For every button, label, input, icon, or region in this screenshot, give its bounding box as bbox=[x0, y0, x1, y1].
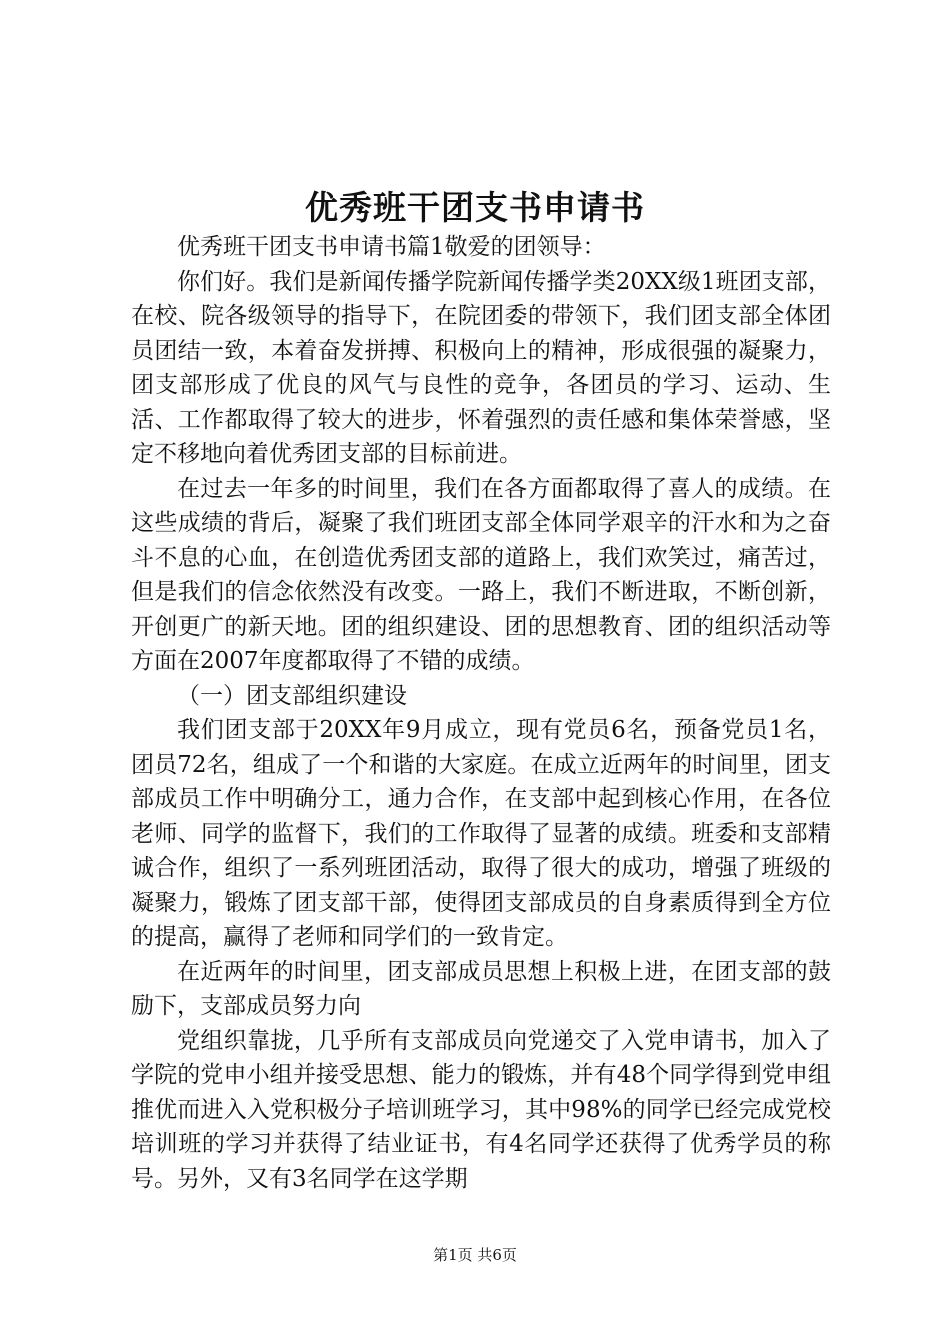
paragraph-achievements: 在过去一年多的时间里，我们在各方面都取得了喜人的成绩。在这些成绩的背后，凝聚了我们班团支部全体同学艰辛的汗水和为之奋斗不息的心血，在创造优秀团支部的道路上，我们欢笑过，痛苦过，但是我们的信念依然没有改变。一路上，我们不断进取，不断创新，开创更广的新天地。团的组织建设、团的思想教育、团的组织活动等方面在2007年度都取得了不错的成绩。 bbox=[131, 475, 831, 674]
paragraph-greeting: 优秀班干团支书申请书篇1敬爱的团领导： bbox=[177, 234, 606, 260]
document-title: 优秀班干团支书申请书 bbox=[305, 188, 645, 227]
document-body bbox=[131, 230, 831, 1196]
paragraph-introduction: 你们好。我们是新闻传播学院新闻传播学类20XX级1班团支部，在校、院各级领导的指导下，在院团委的带领下，我们团支部全体团员团结一致，本着奋发拼搏、积极向上的精神，形成很强的凝聚力，团支部形成了优良的风气与良性的竞争，各团员的学习、运动、生活、工作都取得了较大的进步，怀着强烈的责任感和集体荣誉感，坚定不移地向着优秀团支部的目标前进。 bbox=[131, 268, 831, 467]
section-heading-organization: （一）团支部组织建设 bbox=[177, 682, 407, 709]
paragraph-party-application: 党组织靠拢，几乎所有支部成员向党递交了入党申请书，加入了学院的党申小组并接受思想、能力的锻炼，并有48个同学得到党申组推优而进入入党积极分子培训班学习，其中98%的同学已经完成党校培训班的学习并获得了结业证书，有4名同学还获得了优秀学员的称号。另外，又有3名同学在这学期 bbox=[131, 1027, 831, 1192]
paragraph-ideology: 在近两年的时间里，团支部成员思想上积极上进，在团支部的鼓励下，支部成员努力向 bbox=[131, 958, 831, 1019]
paragraph-organization: 我们团支部于20XX年9月成立，现有党员6名，预备党员1名，团员72名，组成了一个和谐的大家庭。在成立近两年的时间里，团支部成员工作中明确分工，通力合作，在支部中起到核心作用，在各位老师、同学的监督下，我们的工作取得了显著的成绩。班委和支部精诚合作，组织了一系列班团活动，取得了很大的成功，增强了班级的凝聚力，锻炼了团支部干部，使得团支部成员的自身素质得到全方位的提高，赢得了老师和同学们的一致肯定。 bbox=[131, 717, 831, 950]
page-number-footer: 第1页 共6页 bbox=[433, 1246, 517, 1264]
